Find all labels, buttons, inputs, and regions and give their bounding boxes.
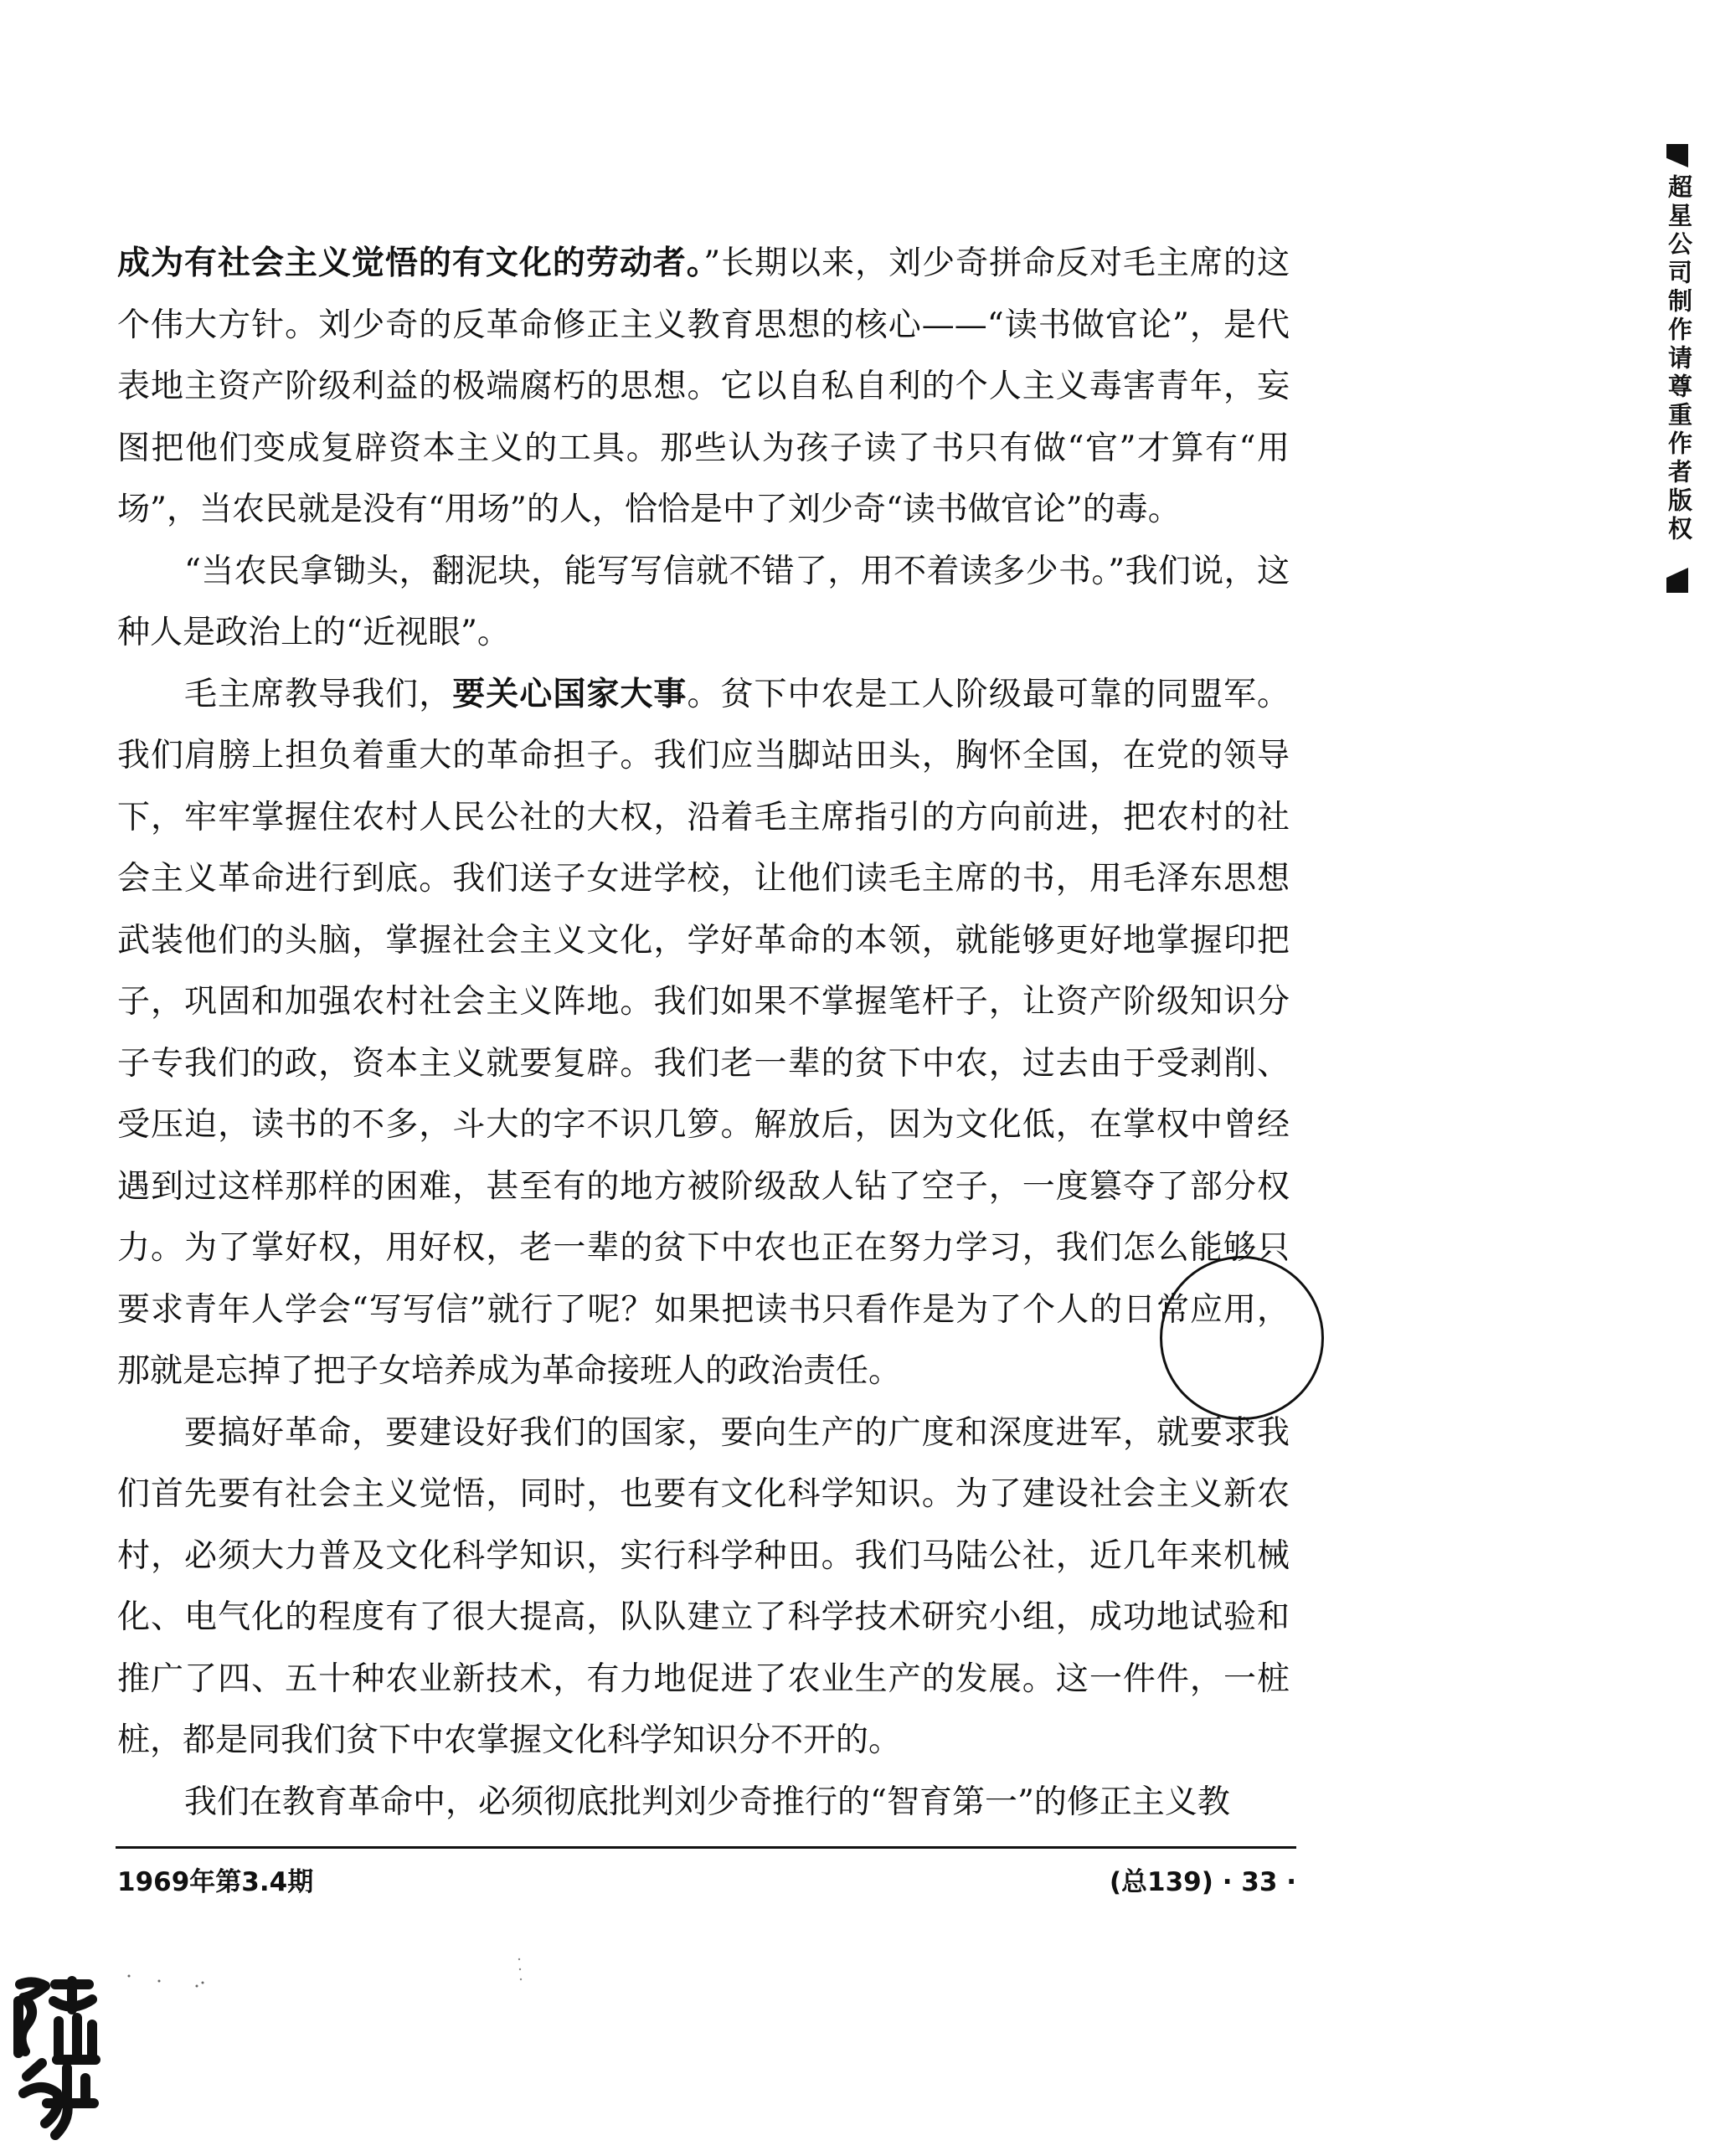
paragraph-1 bbox=[117, 233, 1290, 541]
paragraph-1-text: ”长期以来，刘少奇拼命反对毛主席的这个伟大方针。刘少奇的反革命修正主义教育思想的核心——“读书做官论”，是代表地主资产阶级利益的极端腐朽的思想。它以自私自利的个人主义毒害青年，妄图把他们变成复辟资本主义的工具。那些认为孩子读了书只有做“官”才算有“用场”，当农民就是没有“用场”的人，恰恰是中了刘少奇“读书做官论”的毒。 bbox=[117, 244, 1290, 528]
library-seal bbox=[8, 1976, 107, 2143]
issue-label: 1969年第3.4期 bbox=[117, 1867, 314, 1897]
quote-bold: 成为有社会主义觉悟的有文化的劳动者。 bbox=[117, 244, 704, 282]
footer-rule bbox=[116, 1846, 1296, 1849]
paragraph-4: 要搞好革命，要建设好我们的国家，要向生产的广度和深度进军，就要求我们首先要有社会主义觉悟，同时，也要有文化科学知识。为了建设社会主义新农村，必须大力普及文化科学知识，实行科学种田。我们马陆公社，近几年来机械化、电气化的程度有了很大提高，队队建立了科学技术研究小组，成功地试验和推广了四、五十种农业新技术，有力地促进了农业生产的发展。这一件件，一桩桩，都是同我们贫下中农掌握文化科学知识分不开的。 bbox=[117, 1413, 1290, 1759]
page-number: (总139) · 33 · bbox=[1109, 1867, 1296, 1897]
notice-bar-top bbox=[1666, 144, 1688, 167]
paragraph-3 bbox=[117, 664, 1290, 1402]
paragraph-2: “当农民拿锄头，翻泥块，能写写信就不错了，用不着读多少书。”我们说，这种人是政治上的“近视眼”。 bbox=[117, 552, 1290, 651]
circle-mark bbox=[1160, 1256, 1324, 1420]
paragraph-3-lead: 毛主席教导我们， bbox=[184, 675, 453, 713]
copyright-notice: 超星公司制作请尊重作者版权 bbox=[1665, 174, 1693, 544]
quote-bold-2: 要关心国家大事 bbox=[452, 675, 688, 713]
paragraph-5: 我们在教育革命中，必须彻底批判刘少奇推行的“智育第一”的修正主义教 bbox=[184, 1783, 1230, 1821]
paragraph-3-text: 。贫下中农是工人阶级最可靠的同盟军。我们肩膀上担负着重大的革命担子。我们应当脚站田头，胸怀全国，在党的领导下，牢牢掌握住农村人民公社的大权，沿着毛主席指引的方向前进，把农村的社会主义革命进行到底。我们送子女进学校，让他们读毛主席的书，用毛泽东思想武装他们的头脑，掌握社会主义文化，学好革命的本领，就能够更好地掌握印把子，巩固和加强农村社会主义阵地。我们如果不掌握笔杆子，让资产阶级知识分子专我们的政，资本主义就要复辟。我们老一辈的贫下中农，过去由于受剥削、受压迫，读书的不多，斗大的字不识几箩。解放后，因为文化低，在掌权中曾经遇到过这样那样的困难，甚至有的地方被阶级敌人钻了空子，一度篡夺了部分权力。为了掌好权，用好权，老一辈的贫下中农也正在努力学习，我们怎么能够只要求青年人学会“写写信”就行了呢？如果把读书只看作是为了个人的日常应用，那就是忘掉了把子女培养成为革命接班人的政治责任。 bbox=[117, 675, 1290, 1390]
article-body bbox=[117, 233, 1290, 1833]
scan-specks bbox=[126, 1942, 544, 2009]
notice-bar-bottom bbox=[1666, 568, 1688, 593]
